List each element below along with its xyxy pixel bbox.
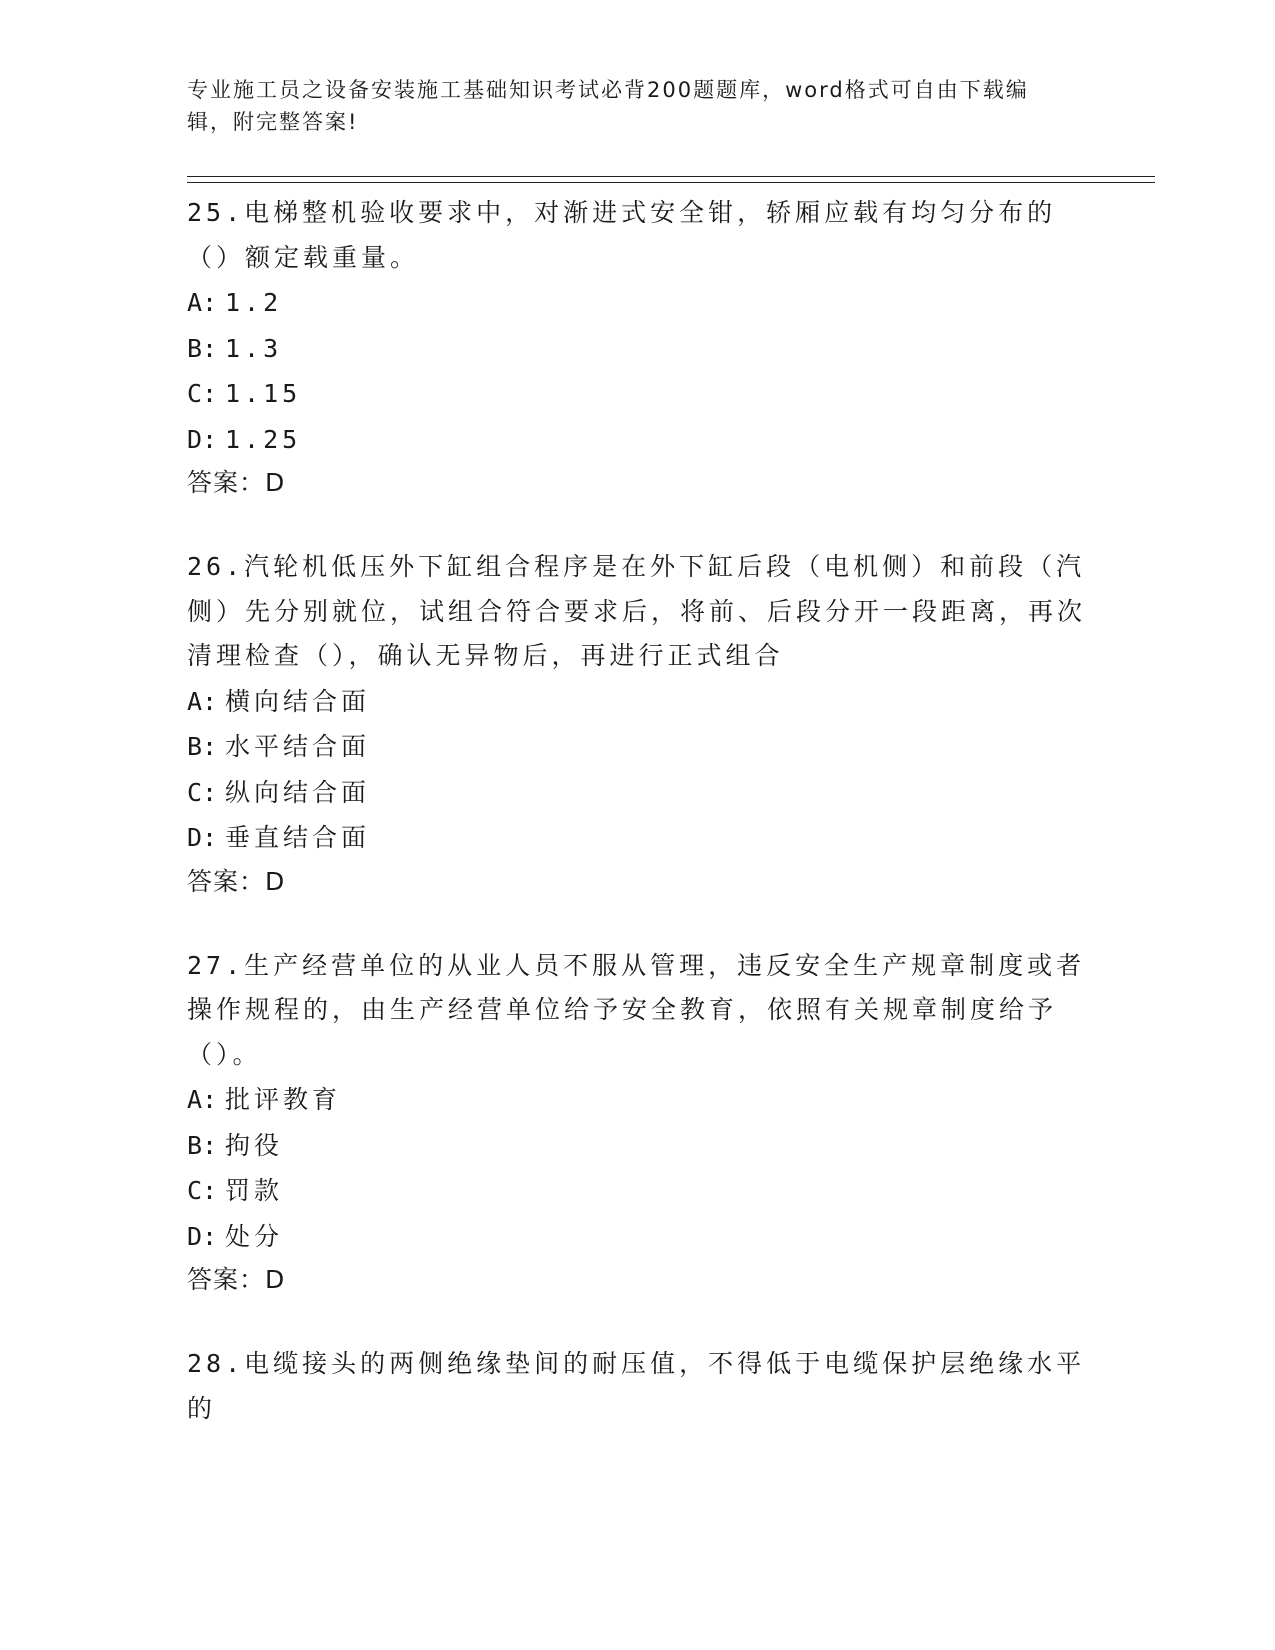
option-d	[187, 815, 1087, 861]
option-d	[187, 417, 1087, 463]
option-letter: D:	[187, 823, 218, 852]
option-letter: D:	[187, 424, 218, 454]
answer: 答案：D	[187, 866, 286, 896]
option-d	[187, 1214, 1087, 1260]
question-text: 25.电梯整机验收要求中，对渐进式安全钳，轿厢应载有均匀分布的（）额定载重量。	[187, 198, 1057, 272]
header-divider-bottom	[187, 182, 1155, 183]
option-b	[187, 724, 1087, 770]
option-letter: C:	[187, 1176, 218, 1205]
question-text: 28.电缆接头的两侧绝缘垫间的耐压值，不得低于电缆保护层绝缘水平的	[187, 1349, 1086, 1423]
option-text: 处分	[225, 1221, 284, 1251]
option-text: 纵向结合面	[225, 777, 371, 807]
document-header: 专业施工员之设备安装施工基础知识考试必背200题题库，word格式可自由下载编辑，附完整答案!	[187, 78, 1029, 134]
option-c	[187, 371, 1087, 417]
question-28	[187, 1339, 1087, 1431]
option-text: 1.15	[225, 379, 302, 408]
option-text: 1.3	[225, 333, 283, 363]
option-letter: A:	[187, 686, 218, 716]
option-text: 1.2	[225, 288, 283, 317]
question-text: 26.汽轮机低压外下缸组合程序是在外下缸后段（电机侧）和前段（汽侧）先分别就位，试组合符合要求后，将前、后段分开一段距离，再次清理检查（），确认无异物后，再进行正式组合	[187, 552, 1087, 670]
option-text: 批评教育	[225, 1085, 342, 1114]
question-25	[187, 188, 1087, 504]
option-letter: D:	[187, 1221, 218, 1251]
option-letter: B:	[187, 333, 218, 363]
option-text: 1.25	[225, 424, 302, 454]
option-text: 横向结合面	[225, 686, 371, 716]
option-text: 垂直结合面	[225, 823, 371, 852]
option-c	[187, 770, 1087, 816]
option-text: 水平结合面	[225, 732, 371, 761]
option-text: 罚款	[225, 1176, 284, 1205]
option-letter: B:	[187, 1130, 218, 1160]
question-26	[187, 542, 1087, 903]
option-letter: A:	[187, 288, 218, 317]
option-a	[187, 679, 1087, 725]
option-letter: A:	[187, 1085, 218, 1114]
option-letter: C:	[187, 379, 218, 408]
answer: 答案：D	[187, 1265, 286, 1294]
answer: 答案：D	[187, 468, 286, 497]
option-a	[187, 1077, 1087, 1123]
option-a	[187, 280, 1087, 326]
option-letter: B:	[187, 732, 218, 761]
option-text: 拘役	[225, 1130, 284, 1160]
question-27	[187, 941, 1087, 1302]
question-list	[187, 188, 1087, 1469]
option-b	[187, 1123, 1087, 1169]
header-divider-top	[187, 176, 1155, 177]
option-letter: C:	[187, 777, 218, 807]
option-c	[187, 1168, 1087, 1214]
option-b	[187, 326, 1087, 372]
question-text: 27.生产经营单位的从业人员不服从管理，违反安全生产规章制度或者操作规程的，由生产经营单位给予安全教育，依照有关规章制度给予（）。	[187, 950, 1086, 1069]
